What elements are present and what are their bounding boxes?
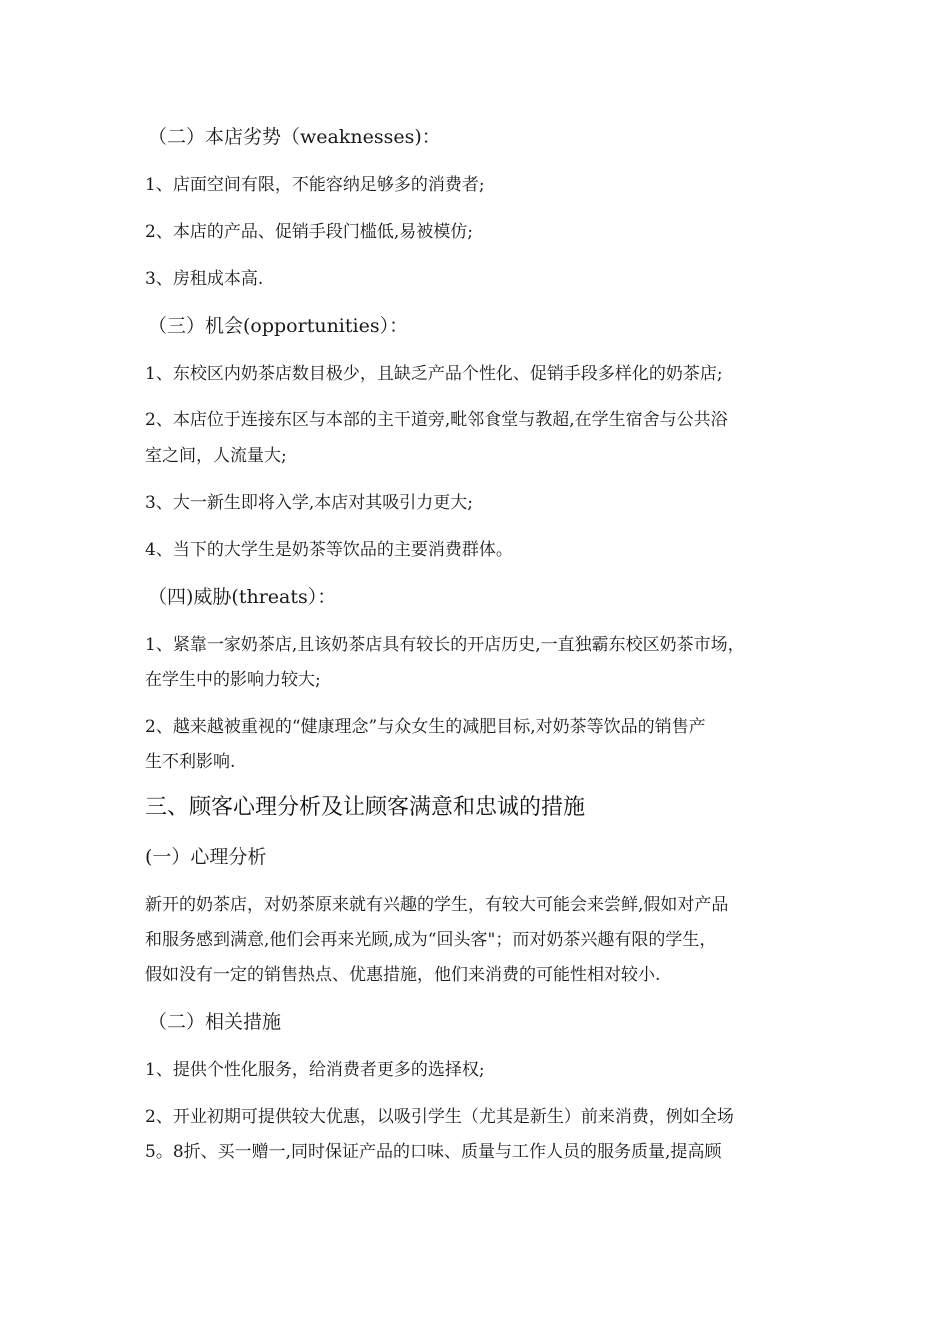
opportunity-item-4: 4、当下的大学生是奶茶等饮品的主要消费群体。 <box>145 540 513 560</box>
opportunity-item-3: 3、大一新生即将入学,本店对其吸引力更大; <box>145 493 473 513</box>
threat-item-1: 1、紧靠一家奶茶店,且该奶茶店具有较长的开店历史,一直独霸东校区奶茶市场， <box>145 635 745 655</box>
threat-item-1-cont: 在学生中的影响力较大; <box>145 670 321 690</box>
opportunity-item-2-cont: 室之间，人流量大; <box>145 446 287 466</box>
weakness-item-1: 1、店面空间有限，不能容纳足够多的消费者; <box>145 175 485 195</box>
threat-item-2: 2、越来越被重视的“健康理念”与众女生的减肥目标,对奶茶等饮品的销售产 <box>145 717 706 737</box>
psychology-paragraph-line-3: 假如没有一定的销售热点、优惠措施，他们来消费的可能性相对较小. <box>145 965 661 985</box>
measure-item-1: 1、提供个性化服务，给消费者更多的选择权; <box>145 1060 485 1080</box>
psychology-paragraph-line-2: 和服务感到满意,他们会再来光顾,成为“回头客"；而对奶茶兴趣有限的学生， <box>145 930 717 950</box>
section-heading-measures: （二）相关措施 <box>148 1011 282 1033</box>
measure-item-2-cont: 5。8折、买一赠一,同时保证产品的口味、质量与工作人员的服务质量,提高顾 <box>145 1142 722 1162</box>
psychology-paragraph-line-1: 新开的奶茶店，对奶茶原来就有兴趣的学生，有较大可能会来尝鲜,假如对产品 <box>145 895 729 915</box>
opportunity-item-1: 1、东校区内奶茶店数目极少，且缺乏产品个性化、促销手段多样化的奶茶店; <box>145 364 723 384</box>
section-heading-opportunities: （三）机会(opportunities）： <box>148 315 409 337</box>
opportunity-item-2: 2、本店位于连接东区与本部的主干道旁,毗邻食堂与教超,在学生宿舍与公共浴 <box>145 410 728 430</box>
section-heading-threats: （四)威胁(threats）： <box>148 586 337 608</box>
measure-item-2: 2、开业初期可提供较大优惠，以吸引学生（尤其是新生）前来消费，例如全场 <box>145 1107 734 1127</box>
threat-item-2-cont: 生不利影响. <box>145 752 236 772</box>
section-heading-psychology: (一）心理分析 <box>145 846 267 868</box>
weakness-item-3: 3、房租成本高. <box>145 269 264 289</box>
weakness-item-2: 2、本店的产品、促销手段门槛低,易被模仿; <box>145 222 473 242</box>
chapter-heading: 三、顾客心理分析及让顾客满意和忠诚的措施 <box>145 795 586 820</box>
section-heading-weaknesses: （二）本店劣势（weaknesses)： <box>148 126 441 148</box>
